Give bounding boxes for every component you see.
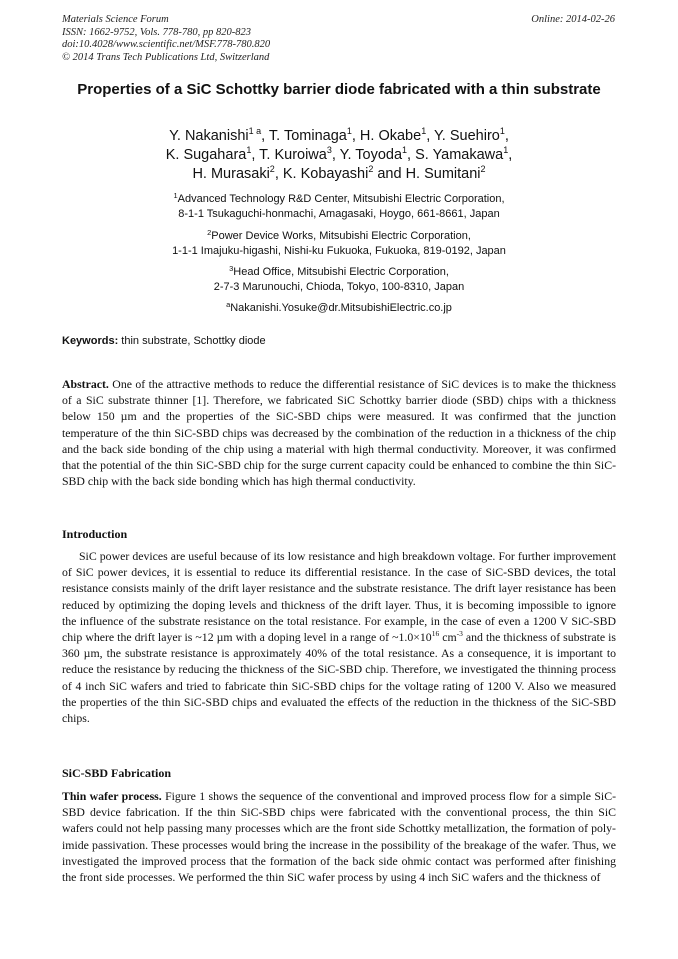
keywords-label: Keywords: [62, 335, 119, 347]
affiliation-2 [62, 229, 616, 259]
fabrication-text: Figure 1 shows the sequence of the conventional and improved process flow for a simple SiC-SBD device fabrication. If the thin SiC-SBD chips were fabricated with the conventional process, the thin SiC wafers could not help passing many processes which are the front side Schottky metallization, the formation of poly-imide passivation. These processes would bring the increase in the possibility of the breakage of the wafer. Thus, we investigated the improved process that the formation of the back side ohmic contact was performed after finishing the front side processes. We performed the thin SiC wafer process by using 4 inch SiC wafers and the thickness of [62, 789, 616, 885]
author-sup: 1 [346, 126, 352, 136]
author-name: , Y. Suehiro [426, 128, 500, 144]
affiliation-line: 8-1-1 Tsukaguchi-honmachi, Amagasaki, Hoygo, 661-8661, Japan [178, 208, 500, 220]
author-list [62, 127, 616, 184]
issn-line: ISSN: 1662-9752, Vols. 778-780, pp 820-823 [62, 26, 251, 38]
section-heading-introduction: Introduction [62, 527, 128, 541]
author-separator: , [508, 147, 513, 163]
author-name: , Y. Toyoda [331, 147, 403, 163]
author-sup: 1 [246, 145, 252, 155]
author-separator: , [504, 128, 509, 144]
author-sup: 1 [402, 145, 408, 155]
affiliation-line: Power Device Works, Mitsubishi Electric Corporation, [211, 230, 471, 242]
author-name: , T. Tominaga [261, 128, 347, 144]
exponent: -3 [456, 629, 463, 639]
author-line-3 [62, 165, 616, 184]
author-name: , S. Yamakawa [407, 147, 504, 163]
author-sup: 1 a [248, 126, 262, 136]
author-sup: 2 [269, 164, 275, 174]
fabrication-paragraph [62, 788, 616, 885]
abstract [62, 376, 616, 489]
email-sup: a [226, 300, 231, 309]
abstract-label: Abstract. [62, 377, 109, 391]
section-heading-fabrication: SiC-SBD Fabrication [62, 766, 172, 780]
exponent: 16 [431, 629, 440, 639]
author-sup: 2 [480, 164, 486, 174]
author-sup: 1 [499, 126, 505, 136]
affiliation-sup: 3 [229, 264, 234, 273]
affiliation-line: Head Office, Mitsubishi Electric Corporation, [233, 266, 449, 278]
author-name: and H. Sumitani [373, 166, 481, 182]
author-line-2 [62, 146, 616, 165]
affiliation-3 [62, 265, 616, 295]
affiliation-line: 2-7-3 Marunouchi, Chioda, Tokyo, 100-8310, Japan [213, 281, 465, 293]
author-sup: 1 [421, 126, 427, 136]
journal-header [62, 14, 270, 64]
author-name: , H. Okabe [351, 128, 422, 144]
intro-text: and the thickness of substrate is 360 µm, the substrate resistance is approximately 40% of the total resistance. As a consequence, it is important to reduce the resistance by reducing the thickness of the SiC-SBD chip. Therefore, we investigated the thinning process of 4 inch SiC wafers and tried to fabricate thin SiC-SBD chips for the voltage rating of 1200 V. Also we measured the properties of the thin SiC-SBD chips and evaluated the effects of the reduction in the thickness of the SiC-SBD chips. [62, 630, 616, 726]
introduction-paragraph [62, 548, 616, 726]
doi-line: doi:10.4028/www.scientific.net/MSF.778-780.820 [62, 39, 271, 50]
keywords [62, 335, 266, 347]
author-sup: 1 [503, 145, 509, 155]
author-name: H. Murasaki [192, 166, 270, 182]
abstract-text: One of the attractive methods to reduce the differential resistance of SiC devices is to make the thickness of a SiC substrate thinner [1]. Therefore, we fabricated SiC Schottky barrier diode (SBD) chips with a thickness below 150 µm and the properties of the SiC-SBD chips were measured. It was confirmed that the junction temperature of the thin SiC-SBD chips was decreased by the combination of the reduction in a thickness of the chip and the back side bonding of the chip using a material with high thermal conductivity. Moreover, it was confirmed that the potential of the thin SiC-SBD chip for the surge current capacity could be enhanced to combine the thin SiC-SBD chip with the back side bonding which has high thermal conductivity. [62, 377, 616, 489]
author-name: , T. Kuroiwa [251, 147, 327, 163]
affiliation-sup: 1 [173, 191, 178, 200]
email-address: Nakanishi.Yosuke@dr.MitsubishiElectric.co.jp [230, 302, 452, 314]
keywords-text: thin substrate, Schottky diode [118, 335, 266, 347]
subsection-lead: Thin wafer process. [62, 789, 162, 803]
affiliation-sup: 2 [207, 228, 212, 237]
corresponding-email [62, 301, 616, 316]
paper-title: Properties of a SiC Schottky barrier diode fabricated with a thin substrate [77, 81, 601, 98]
online-date: Online: 2014-02-26 [531, 14, 615, 25]
author-name: Y. Nakanishi [169, 128, 249, 144]
author-name: , K. Kobayashi [274, 166, 369, 182]
affiliation-line: Advanced Technology R&D Center, Mitsubishi Electric Corporation, [177, 193, 505, 205]
author-line-1 [62, 127, 616, 146]
author-name: K. Sugahara [165, 147, 247, 163]
author-sup: 3 [326, 145, 332, 155]
affiliation-1 [62, 192, 616, 222]
affiliation-line: 1-1-1 Imajuku-higashi, Nishi-ku Fukuoka, Fukuoka, 819-0192, Japan [172, 245, 506, 257]
author-sup: 2 [368, 164, 374, 174]
copyright-line: © 2014 Trans Tech Publications Ltd, Switzerland [62, 51, 270, 63]
intro-text: SiC power devices are useful because of its low resistance and high breakdown voltage. For further improvement of SiC power devices, it is essential to reduce its differential resistance. In the case of SiC-SBD devices, the total resistance consists mainly of the drift layer resistance and the substrate resistance. The drift layer resistance has been reduced by optimizing the doping levels and thickness of the drift layer. Thus, it is becoming impossible to ignore the influence of the substrate resistance on the total resistance. For example, in the case of even a 1200 V SiC-SBD chip where the drift layer is ~12 µm with a doping level in a range of ~1.0×10 [62, 549, 616, 645]
intro-text: cm [439, 630, 457, 645]
journal-name: Materials Science Forum [62, 14, 169, 25]
